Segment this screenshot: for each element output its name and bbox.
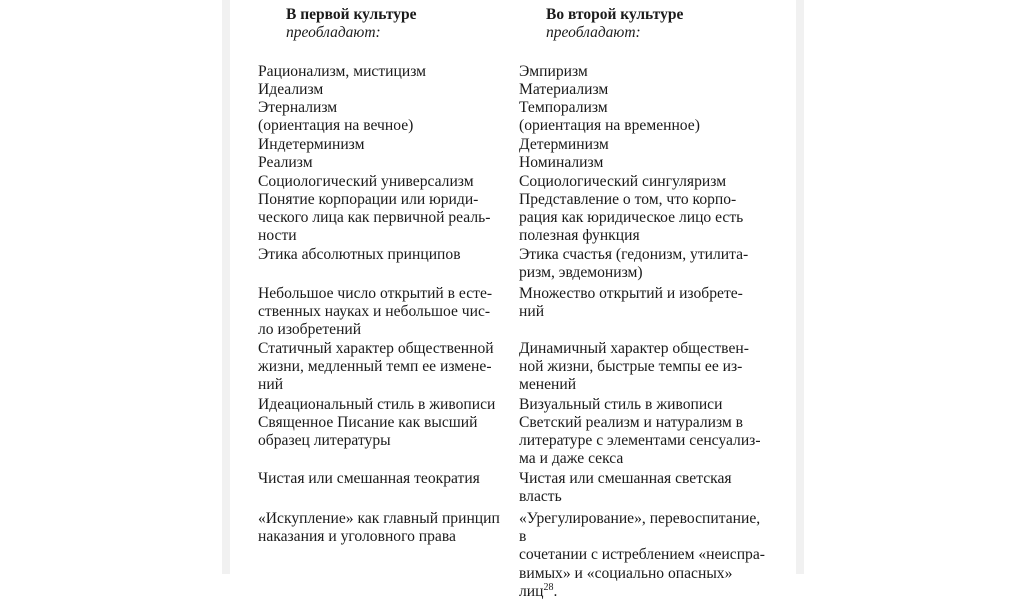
right-cell-text: «Урегулирование», перевоспитание, в сочетании с истреблением «неиспра- вимых» и «социально опасных» лиц [519, 510, 765, 600]
document-page [230, 0, 796, 600]
right-cell: Динамичный характер обществен- ной жизни, быстрые темпы ее из- менений [519, 340, 749, 394]
right-cell: Множество открытий и изобрете- ний [519, 285, 743, 321]
left-cell: Реализм [258, 154, 313, 171]
left-column-subtitle: преобладают: [286, 24, 381, 41]
right-cell: Детерминизм [519, 136, 609, 153]
left-cell: Индетерминизм [258, 136, 365, 153]
right-cell: Номинализм [519, 154, 604, 171]
right-cell: Представление о том, что корпо- рация как юридическое лицо есть полезная функция [519, 191, 744, 245]
right-cell: Светский реализм и натурализм в литературе с элементами сенсуализ- ма и даже секса [519, 414, 761, 468]
final-period: . [553, 582, 558, 600]
right-column-title: Во второй культуре [546, 6, 684, 23]
left-cell: Этика абсолютных принципов [258, 246, 461, 263]
right-cell: Эмпиризм [519, 63, 588, 80]
left-cell: Чистая или смешанная теократия [258, 470, 480, 487]
left-cell: Священное Писание как высший образец литературы [258, 414, 478, 450]
page-edge-left [222, 0, 230, 574]
right-cell: Материализм [519, 81, 609, 98]
right-cell: Этика счастья (гедонизм, утилита- ризм, эвдемонизм) [519, 246, 749, 282]
left-cell: Статичный характер общественной жизни, медленный темп ее измене- ний [258, 340, 494, 394]
page-edge-right [796, 0, 804, 574]
footnote-marker: 28 [543, 581, 554, 593]
left-cell: Рационализм, мистицизм [258, 63, 427, 80]
left-cell: Идеациональный стиль в живописи [258, 396, 496, 413]
left-cell: Понятие корпорации или юриди- ческого лица как первичной реаль- ности [258, 191, 491, 245]
left-cell: «Искупление» как главный принцип наказания и уголовного права [258, 510, 500, 546]
left-column-title: В первой культуре [286, 6, 417, 23]
right-cell [519, 510, 771, 601]
right-cell: Социологический сингуляризм [519, 173, 727, 190]
right-column-header [546, 6, 683, 42]
right-cell: Темпорализм (ориентация на временное) [519, 99, 700, 135]
left-column-header [286, 6, 417, 42]
left-cell: Социологический универсализм [258, 173, 474, 190]
right-cell: Чистая или смешанная светская власть [519, 470, 732, 506]
left-cell: Этернализм (ориентация на вечное) [258, 99, 414, 135]
left-cell: Идеализм [258, 81, 324, 98]
left-cell: Небольшое число открытий в есте- ственных науках и небольшое чис- ло изобретений [258, 285, 493, 339]
right-cell: Визуальный стиль в живописи [519, 396, 723, 413]
right-column-subtitle: преобладают: [546, 24, 641, 41]
